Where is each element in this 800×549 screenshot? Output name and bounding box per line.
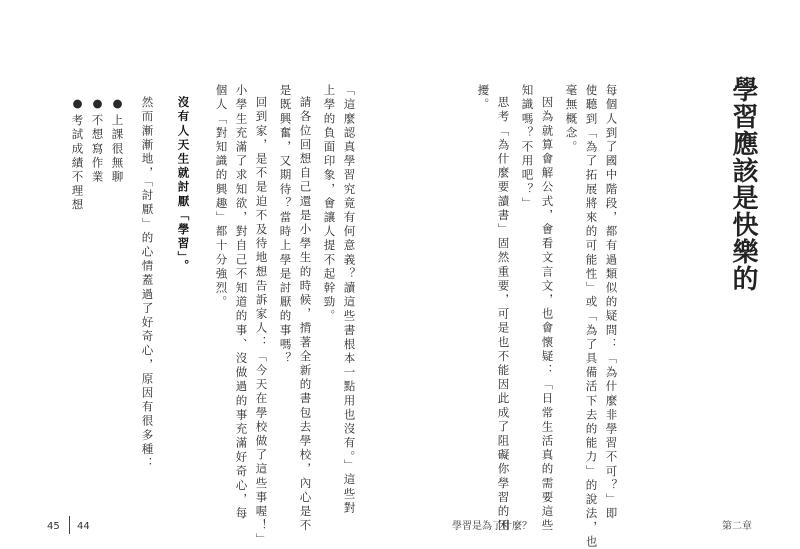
right-line-2: 使聽到「為了拓展將來的可能性」或「為了具備活下去的能力」的說法，也 xyxy=(584,84,599,549)
section-title: 學習應該是快樂的 xyxy=(728,76,758,292)
right-line-1: 每個人到了國中階段，都有過類似的疑問：「為什麼非學習不可？」即 xyxy=(604,84,619,522)
running-title: 學習是為了什麼？ xyxy=(452,521,532,532)
left-line-4: 是既興奮，又期待？當時上學是討厭的事嗎？ xyxy=(278,84,293,366)
footer-divider xyxy=(69,516,70,534)
right-line-4: 因為就算會解公式，會看文言文，也會懷疑：「日常生活真的需要這些 xyxy=(540,96,555,534)
right-line-5: 知識嗎？不用吧？」 xyxy=(520,84,535,211)
emphasis-line: 沒有人天生就討厭「學習」。 xyxy=(176,96,191,274)
left-line-7: 個人「對知識的興趣」都十分強烈。 xyxy=(214,84,229,310)
bullet-item-2: ●不想寫作業 xyxy=(90,96,105,185)
left-line-2: 上學的負面印象，會讓人提不起幹勁。 xyxy=(322,84,337,324)
bullet-item-1: ●上課很無聊 xyxy=(110,96,125,185)
page-number-left: 45 xyxy=(47,521,60,532)
left-line-8: 然而漸漸地，「討厭」的心情蓋過了好奇心，原因有很多種： xyxy=(140,96,155,471)
page-number-right: 44 xyxy=(77,521,90,532)
chapter-label: 第二章 xyxy=(722,521,752,532)
bullet-dot-icon: ● xyxy=(110,96,125,110)
left-line-6: 小學生充滿了求知欲，對自己不知道的事、沒做過的事充滿好奇心，每 xyxy=(234,84,249,522)
bullet-dot-icon: ● xyxy=(70,96,85,110)
left-line-5: 回到家，是不是迫不及待地想告訴家人：「今天在學校做了這些事喔！」 xyxy=(254,96,269,548)
left-line-1: 「這麼認真學習究竟有何意義？讀這些書根本一點用也沒有。」這些對 xyxy=(342,84,357,516)
right-line-7: 擾。 xyxy=(476,84,491,113)
bullet-item-3: ●考試成績不理想 xyxy=(70,96,85,213)
right-line-3: 毫無概念。 xyxy=(564,84,579,155)
bullet-dot-icon: ● xyxy=(90,96,105,110)
right-line-6: 思考「為什麼要讀書」固然重要，可是也不能因此成了阻礙你學習的困 xyxy=(496,96,511,534)
left-line-3: 請各位回想自己還是小學生的時候，揹著全新的書包去學校，內心是不 xyxy=(298,96,313,534)
